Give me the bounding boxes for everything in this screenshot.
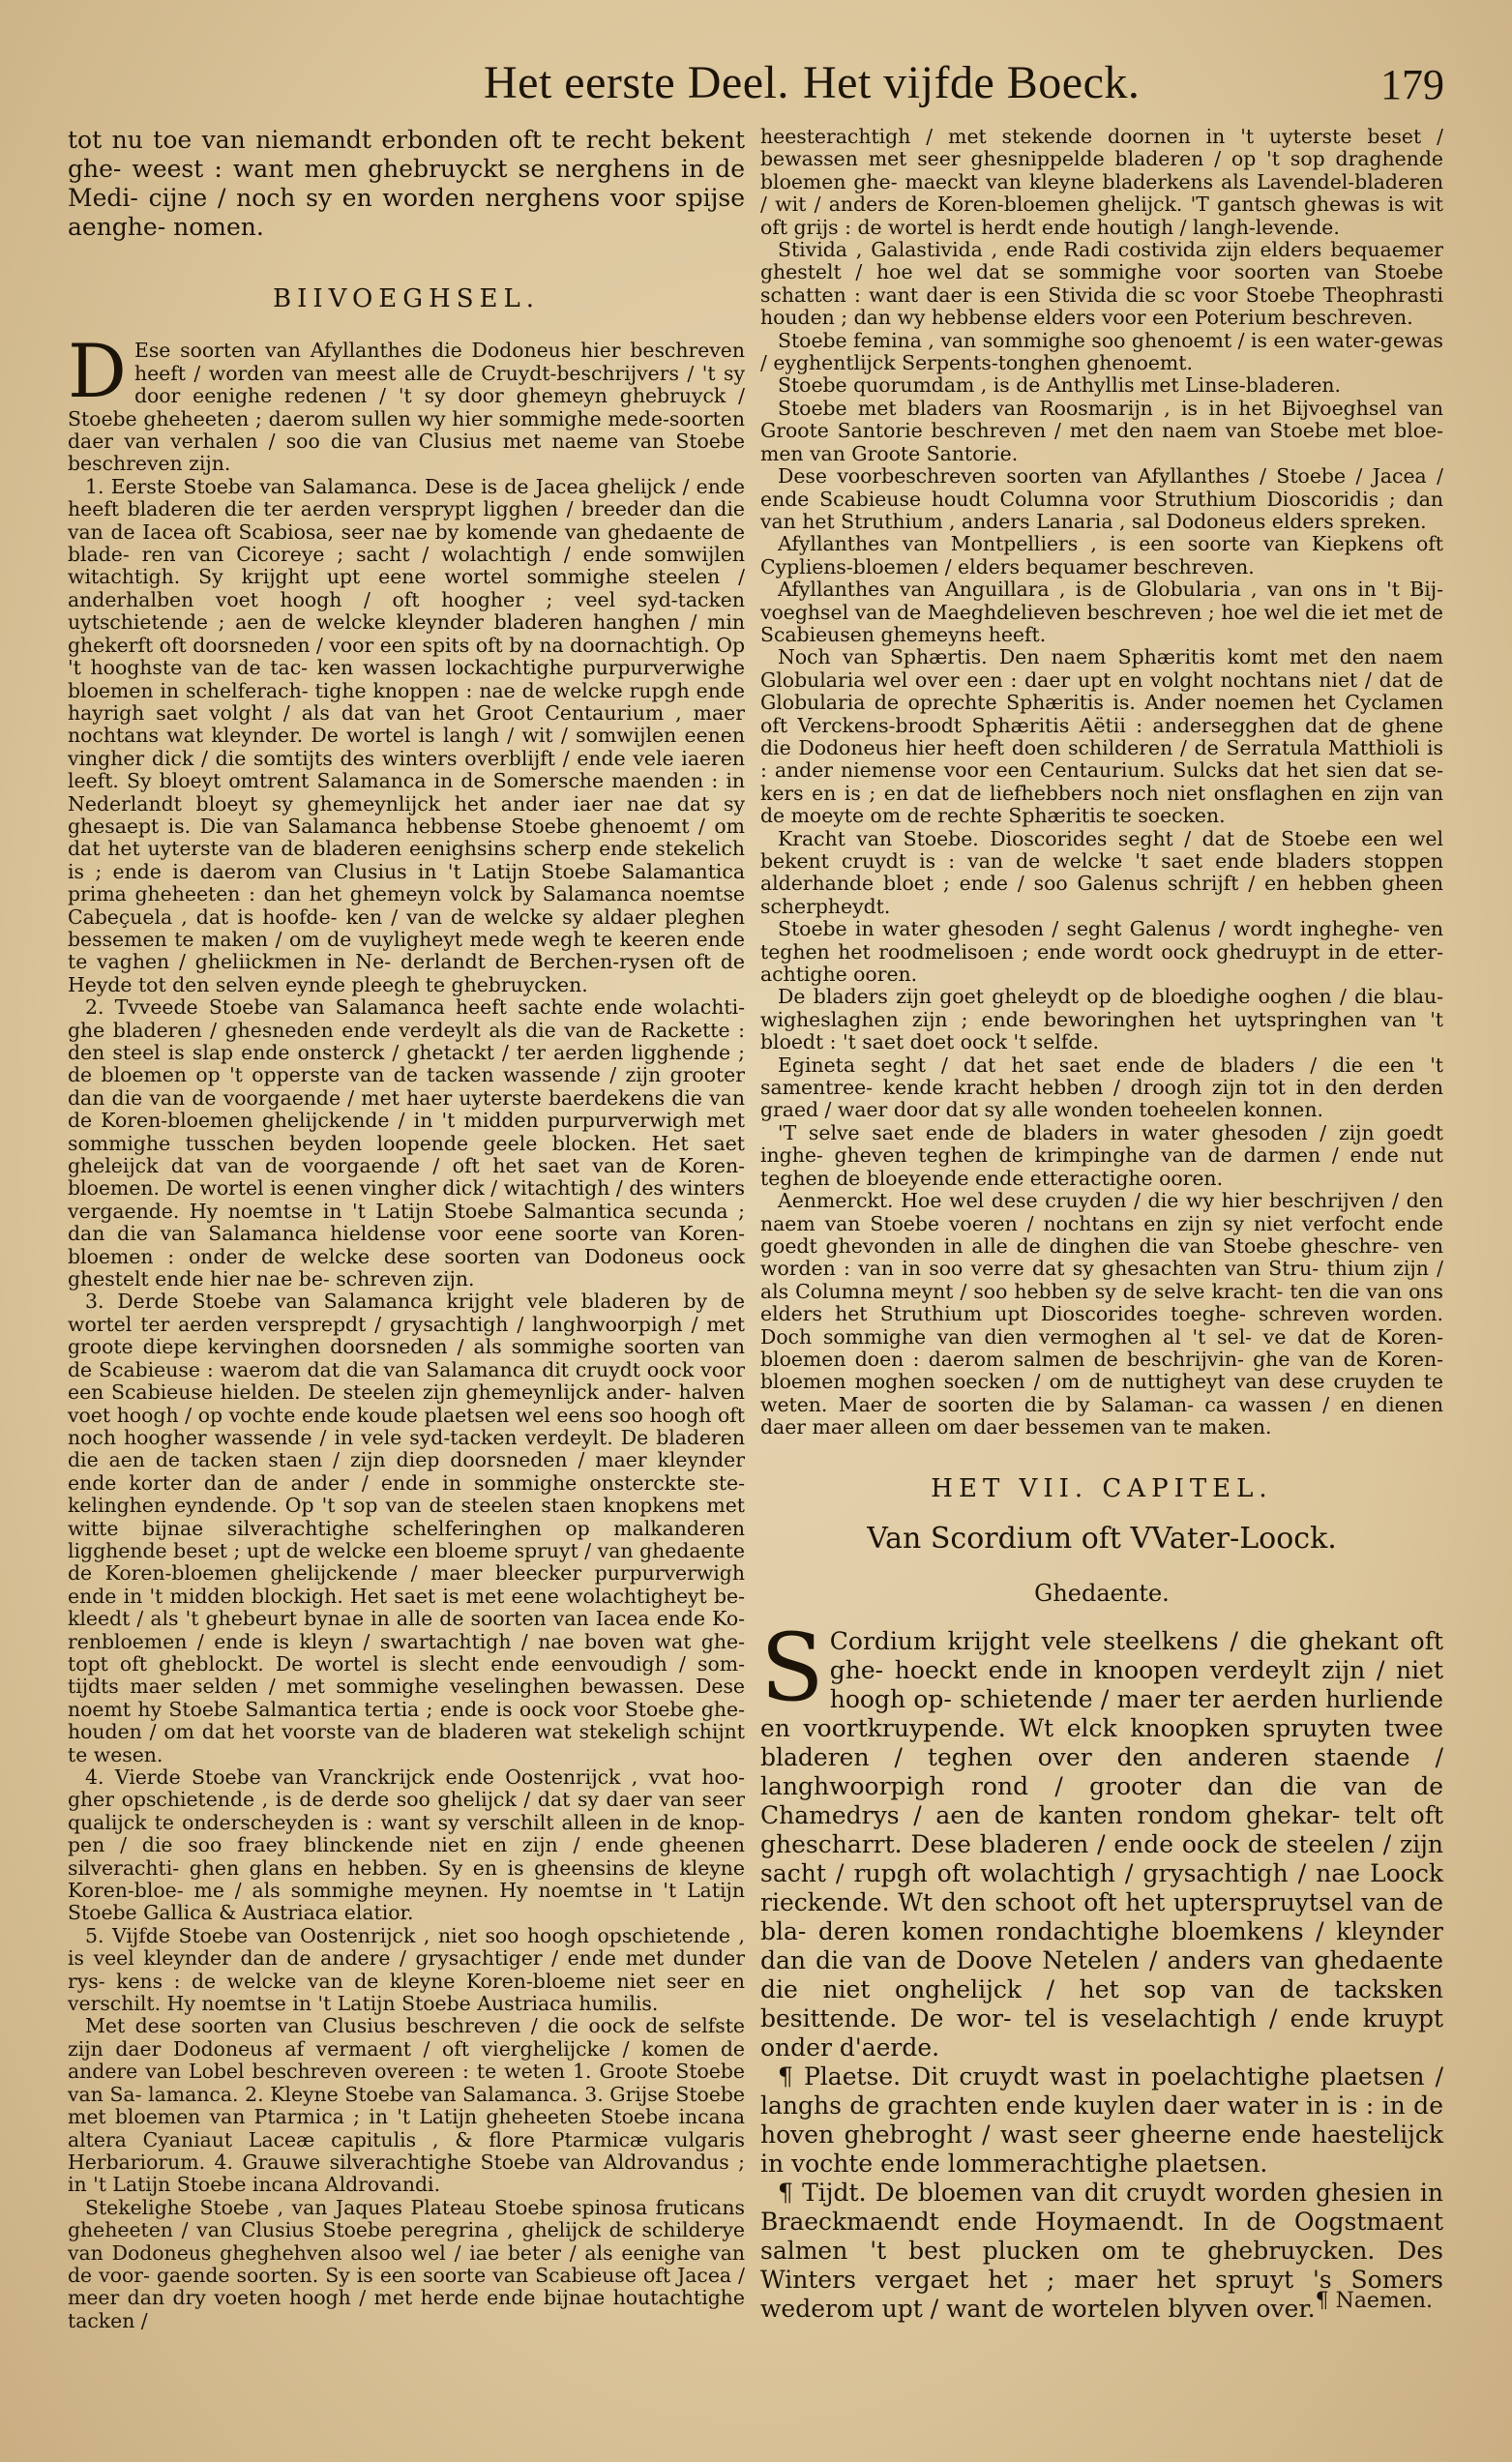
chapter-title: Van Scordium oft VVater-Loock. bbox=[867, 1521, 1337, 1556]
paragraph: Stoebe quorumdam , is de Anthyllis met Linse-bladeren. bbox=[778, 373, 1342, 398]
paragraph: Aenmerckt. Hoe wel dese cruyden / die wy hier beschrijven / den naem van Stoebe voeren / nochtans en zijn sy niet verfocht ende goedt ghevonden in alle de dinghen die van Stoebe gheschre- ven worden : van in soo verre dat sy ghesachten van Stru- thium zijn / als Columna meynt / soo hebben sy de selve kracht- ten die van ons elders het Struthium upt Dioscorides toeghe- schreven worden. Doch sommighe van dien vermoghen al 't sel- ve dat de Koren-bloemen doen : daerom salmen de beschrijvin- ghe van de Koren-bloemen moghen soecken / om de nuttigheyt van dese cruyden te weten. Maer de soorten die by Salaman- ca wassen / en dienen daer maer alleen om daer bessemen van te maken. bbox=[760, 1189, 1443, 1439]
subsection-heading: Ghedaente. bbox=[1034, 1580, 1170, 1608]
paragraph: D Ese soorten van Afyllanthes die Dodoneus hier beschreven heeft / worden van meest alle de Cruydt-beschrijvers / 't sy door eenighe redenen / 't sy door ghemeyn ghebruyck / Stoebe gheheeten ; daerom sullen wy hier sommighe mede-soorten daer van verhalen / soo die van Clusius met naeme van Stoebe beschreven zijn. bbox=[68, 328, 745, 476]
drop-capital: S bbox=[760, 1613, 824, 1722]
paragraph: ¶ Tijdt. De bloemen van dit cruydt worden ghesien in Braeckmaendt ende Hoymaendt. In de Oogstmaent salmen 't best plucken om te ghebruycken. Des Winters vergaet het ; maer het spruyt 's Somers wederom upt / want de wortelen blyven over. bbox=[760, 2178, 1443, 2323]
paragraph: Stoebe femina , van sommighe soo ghenoemt / is een water-gewas / eyghentlijck Serpents-tonghen ghenoemt. bbox=[760, 328, 1443, 375]
chapter-heading: HET VII. CAPITEL. bbox=[931, 1473, 1273, 1503]
paragraph: S Cordium krijght vele steelkens / die ghekant oft ghe- hoeckt ende in knoopen verdeylt zijn / niet hoogh op- schietende / maer ter aerden hurliende en voortkruypende. Wt elck knoopken spruyten twee bladeren / teghen over den anderen staende / langhwoorpigh rond / grooter dan die van de Chamedrys / aen de kanten rondom ghekar- telt oft ghescharrt. Dese bladeren / ende oock de steelen / zijn sacht / rupgh oft wolachtigh / grysachtigh / nae Loock rieckende. Wt den schoot oft het upterspruytsel van de bla- deren komen rondachtighe bloemkens / kleynder dan die van de Doove Netelen / anders van ghedaente die niet onghelijck / het sop van de tacksken besittende. De wor- tel is veselachtigh / ende kruypt onder d'aerde. bbox=[760, 1613, 1443, 2062]
header-book: Het vijfde Boeck. bbox=[803, 57, 1141, 108]
paragraph: Egineta seght / dat het saet ende de bladers / die een 't samentree- kende kracht hebben / droogh zijn tot in den derden graed / waer door dat sy alle wonden toeheelen konnen. bbox=[760, 1053, 1443, 1122]
paragraph: Stoebe in water ghesoden / seght Galenus / wordt ingheghe- ven teghen het roodmelisoen ; ende wordt oock ghedruypt in de etter- achtighe ooren. bbox=[760, 917, 1443, 987]
section-heading: BIIVOEGHSEL. bbox=[272, 284, 541, 313]
paragraph: 2. Tvveede Stoebe van Salamanca heeft sachte ende wolachti- ghe bladeren / ghesneden ende verdeylt als die van de Rackette : den steel is slap ende onsterck / ghetackt / ter aerden ligghende ; de bloemen op 't opperste van de tacken wassende / zijn grooter dan die van de voorgaende / met haer uyterste baerdekens die van de Koren-bloemen ghelijckende / in 't midden purpurverwigh met sommighe tusschen beyden loopende geele blocken. Het saet gheleijck dat van de voorgaende / oft het saet van de Koren-bloemen. De wortel is eenen vingher dick / witachtigh / des winters vergaende. Hy noemtse in 't Latijn Stoebe Salmantica secunda ; dan die van Salamanca hieldense voor eene soorte van Koren-bloemen : onder de welcke dese soorten van Dodoneus oock ghestelt ende hier nae be- schreven zijn. bbox=[68, 995, 745, 1291]
paragraph: Afyllanthes van Montpelliers , is een soorte van Kiepkens oft Cypliens-bloemen / elders bequamer beschreven. bbox=[760, 532, 1443, 578]
catchword: ¶ Naemen. bbox=[1315, 2289, 1433, 2313]
header-part: Het eerste Deel. bbox=[484, 57, 789, 108]
paragraph: Stivida , Galastivida , ende Radi costivida zijn elders bequaemer ghestelt / hoe wel dat se sommighe voor soorten van Stoebe schatten : want daer is een Stivida die sc voor Stoebe Theophrasti houden ; dan wy hebbense elders voor een Poterium beschreven. bbox=[760, 238, 1443, 330]
paragraph: Stoebe met bladers van Roosmarijn , is in het Bijvoeghsel van Groote Santorie beschreven / met den naem van Stoebe met bloe- men van Groote Santorie. bbox=[760, 396, 1443, 465]
paragraph: 3. Derde Stoebe van Salamanca krijght vele bladeren by de wortel ter aerden versprepdt / grysachtigh / langhwoorpigh / met groote diepe kervinghen doorsneden / als sommighe soorten van de Scabieuse : waerom dat die van Salamanca dit cruydt oock voor een Scabieuse hielden. De steelen zijn ghemeynlijck ander- halven voet hoogh / op vochte ende koude plaetsen wel eens soo hoogh oft noch hoogher wassende / in vele syd-tacken verdeylt. De bladeren die aen de tacken staen / zijn diep doorsneden / maer kleynder ende korter dan de ander / ende in sommighe onsterckte ste- kelinghen eyndende. Op 't sop van de steelen staen knopkens met witte bijnae silverachtighe schelferinghen op malkanderen ligghende beset ; upt de welcke een bloeme spruyt / van ghedaente de Koren-bloemen ghelijckende / maer bleecker purpurverwigh ende in 't midden blockigh. Het saet is met eene wolachtigheyt be- kleedt / als 't ghebeurt bynae in alle de soorten van Iacea ende Ko- renbloemen / ende is kleyn / swartachtigh / nae boven wat ghe- topt oft gheblockt. De wortel is slecht ende eenvoudigh / som- tijdts maer selden / met sommighe veselinghen bewassen. Dese noemt hy Stoebe Salmantica tertia ; ende is oock voor Stoebe ghe- houden / om dat het voorste van de bladeren wat stekeligh schijnt te wesen. bbox=[68, 1290, 745, 1766]
paragraph: ¶ Plaetse. Dit cruydt wast in poelachtighe plaetsen / langhs de grachten ende kuylen daer water in is : in de hoven ghebroght / wast seer gheerne ende haestelijck in vochte ende lommerachtighe plaetsen. bbox=[760, 2062, 1443, 2178]
running-header bbox=[455, 56, 1444, 114]
paragraph: Met dese soorten van Clusius beschreven / die oock de selfste zijn daer Dodoneus af vermaent / oft vierghelijcke / komen de andere van Lobel beschreven overeen : te weten 1. Groote Stoebe van Sa- lamanca. 2. Kleyne Stoebe van Salamanca. 3. Grijse Stoebe met bloemen van Ptarmica ; in 't Latijn gheheeten Stoebe incana altera Cyaniaut Laceæ capitulis , & flore Ptarmicæ vulgaris Herbariorum. 4. Grauwe silverachtighe Stoebe van Aldrovandus ; in 't Latijn Stoebe incana Aldrovandi. bbox=[68, 2014, 745, 2197]
paragraph: Stekelighe Stoebe , van Jaques Plateau Stoebe spinosa fruticans gheheeten / van Clusius Stoebe peregrina , ghelijck de schilderye van Dodoneus gheghehven alsoo wel / iae beter / als eenighe van de voor- gaende soorten. Sy is een soorte van Scabieuse oft Jacea / meer dan dry voeten hoogh / met herde ende bijnae houtachtighe tacken / bbox=[68, 2195, 745, 2332]
paragraph: Afyllanthes van Anguillara , is de Globularia , van ons in 't Bij- voeghsel van de Maeghdelieven beschreven ; hoe wel die iet met de Scabieusen ghemeyns heeft. bbox=[760, 578, 1443, 646]
paragraph: Kracht van Stoebe. Dioscorides seght / dat de Stoebe een wel bekent cruydt is : van de welcke 't saet ende bladers stoppen alderhande bloet ; ende / soo Galenus schrijft / en hebben gheen scherpheydt. bbox=[760, 826, 1443, 918]
intro-paragraph: tot nu toe van niemandt erbonden oft te recht bekent ghe- weest : want men ghebruyckt se nerghens in de Medi- cijne / noch sy en worden nerghens voor spijse aenghe- nomen. bbox=[68, 126, 745, 241]
drop-capital: D bbox=[68, 328, 127, 415]
paragraph: 4. Vierde Stoebe van Vranckrijck ende Oostenrijck , vvat hoo- gher opschietende , is de derde soo ghelijck / dat sy daer van seer qualijck te onderscheyden is : want sy verschilt alleen in de knop- pen / die soo fraey blinckende niet en zijn / ende gheenen silverachti- ghen glans en hebben. Sy en is gheensins de kleyne Koren-bloe- me / als sommighe meynen. Hy noemtse in 't Latijn Stoebe Gallica & Austriaca elatior. bbox=[68, 1765, 745, 1925]
paragraph: Noch van Sphærtis. Den naem Sphæritis komt met den naem Globularia wel over een : daer upt en volght nochtans niet / dat de Globularia de oprechte Sphæritis is. Ander noemen het Cyclamen oft Verckens-broodt Sphæritis Aëtii : andersegghen dat de ghene die Dodoneus hier heeft doen schilderen / de Serratula Matthioli is : ander niemense voor een Centaurium. Sulcks dat het sien dat se- kers en is ; en dat de liefhebbers noch niet onsflaghen en zijn van de moeyte om de rechte Sphæritis te soecken. bbox=[760, 645, 1443, 828]
paragraph: De bladers zijn goet gheleydt op de bloedighe ooghen / die blau- wigheslaghen zijn ; ende beworinghen het uytspringhen van 't bloedt : 't saet doet oock 't selfde. bbox=[760, 985, 1443, 1054]
paragraph: 'T selve saet ende de bladers in water ghesoden / zijn goedt inghe- gheven teghen de krimpinghe van de darmen / ende nut teghen de bloeyende ende etteractighe ooren. bbox=[760, 1120, 1443, 1190]
left-column bbox=[68, 126, 745, 2332]
page-number: 179 bbox=[1380, 61, 1444, 108]
paragraph: 1. Eerste Stoebe van Salamanca. Dese is de Jacea ghelijck / ende heeft bladeren die ter aerden versprypt ligghen / breeder dan die van de Iacea oft Scabiosa, seer nae by komende van ghedaente de blade- ren van Cicoreye ; sacht / wolachtigh / ende somwijlen witachtigh. Sy krijght upt eene wortel sommighe steelen / anderhalben voet hoogh / oft hoogher ; veel syd-tacken uytschietende ; aen de welcke kleynder bladeren hanghen / min ghekerft oft doorsneden / voor een spits oft by na doornachtigh. Op 't hooghste van de tac- ken wassen lockachtighe purpurverwighe bloemen in schelferach- tighe knoppen : nae de welcke rupgh ende hayrigh saet volght / als dat van het Groot Centaurium , maer nochtans wat kleynder. De wortel is langh / wit / somwijlen eenen vingher dick / die somtijts des winters overblijft / ende vele iaeren leeft. Sy bloeyt omtrent Salamanca in de Somersche maenden : in Nederlandt bloeyt sy ghemeynlijck het ander iaer nae dat sy ghesaept is. Die van Salamanca hebbense Stoebe ghenoemt / om dat het uyterste van de bladeren eenighsins scherp ende stekelich is ; ende is daerom van Clusius in 't Latijn Stoebe Salamantica prima gheheeten : dan het ghemeyn volck by Salamanca noemtse Cabeçuela , dat is hoofde- ken / van de welcke sy aldaer pleghen bessemen te maken / om de vuyligheyt mede wegh te keeren ende te vaghen / gheliickmen in Ne- derlandt de Berchen-rysen oft de Heyde tot den selven eynde pleegh te ghebruycken. bbox=[68, 474, 745, 996]
paragraph: heesterachtigh / met stekende doornen in 't uyterste beset / bewassen met seer ghesnippelde bladeren / op 't sop draghende bloemen ghe- maeckt van kleyne bladerkens als Lavendel-bladeren / wit / anders de Koren-bloemen ghelijck. 'T gantsch ghewas is wit oft grijs : de wortel is herdt ende houtigh / langh-levende. bbox=[760, 125, 1443, 239]
paragraph: 5. Vijfde Stoebe van Oostenrijck , niet soo hoogh opschietende , is veel kleynder dan de andere / grysachtiger / ende met dunder rys- kens : de welcke van de kleyne Koren-bloeme niet seer en verschilt. Hy noemtse in 't Latijn Stoebe Austriaca humilis. bbox=[68, 1923, 745, 2016]
right-column bbox=[760, 126, 1443, 2324]
paragraph: Dese voorbeschreven soorten van Afyllanthes / Stoebe / Jacea / ende Scabieuse houdt Columna voor Struthium Dioscoridis ; dan van het Struthium , anders Lanaria , sal Dodoneus elders spreken. bbox=[760, 464, 1443, 533]
